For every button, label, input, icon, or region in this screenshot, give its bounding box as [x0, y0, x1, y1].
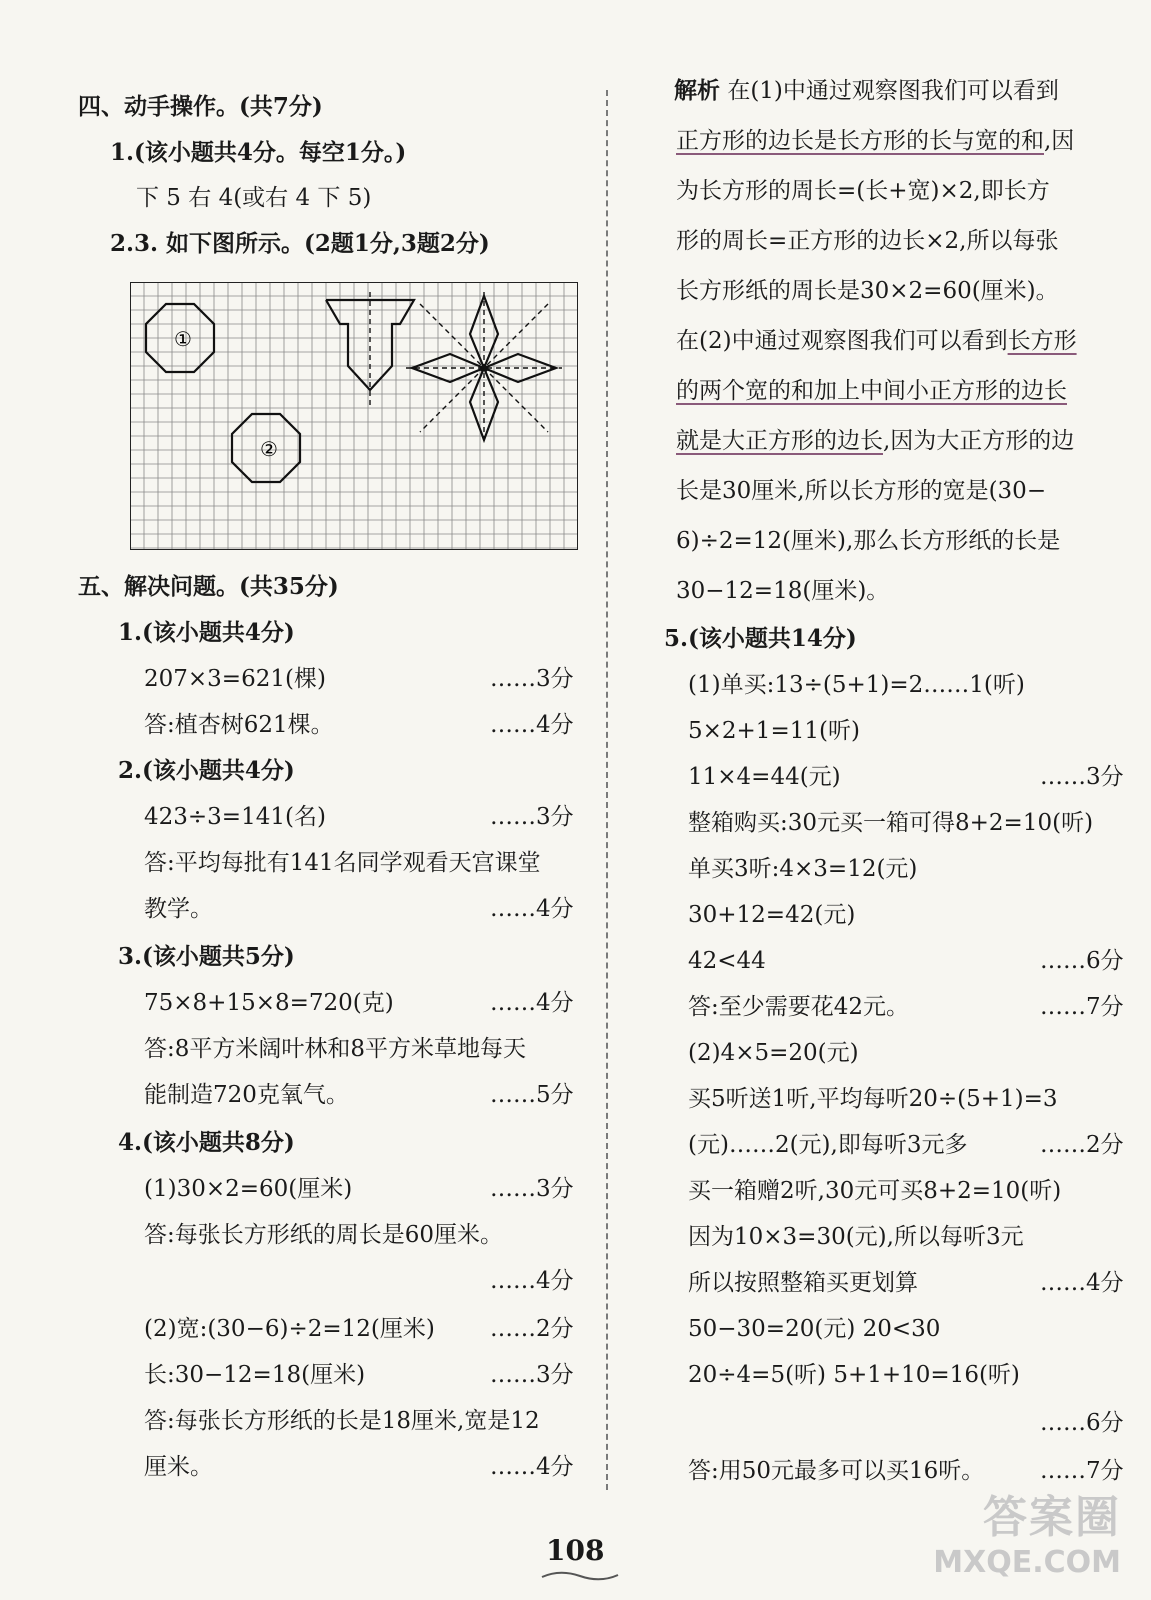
- analysis-underline-2: 长方形: [1007, 328, 1077, 354]
- p1-heading: 1.(该小题共4分): [118, 619, 295, 646]
- p4-line-4: 长:30−12=18(厘米): [144, 1362, 366, 1388]
- p4-line-3: (2)宽:(30−6)÷2=12(厘米): [144, 1316, 435, 1342]
- watermark: [933, 1481, 1121, 1580]
- p5-line-11: (元)……2(元),即每听3元多: [688, 1132, 968, 1158]
- column-divider: [606, 90, 608, 1490]
- analysis-line-1: [674, 76, 1059, 106]
- p4-score-3: ……2分: [490, 1316, 574, 1342]
- p4-line-2: 答:每张长方形纸的周长是60厘米。: [144, 1222, 504, 1248]
- p1-line-1: 207×3=621(棵): [144, 666, 326, 692]
- p5-line-16: 20÷4=5(听) 5+1+10=16(听): [688, 1362, 1020, 1388]
- p3-score-1: ……4分: [490, 990, 574, 1016]
- p2-line-2: 答:平均每批有141名同学观看天宫课堂: [144, 850, 541, 876]
- analysis-line-5: 长方形纸的周长是30×2=60(厘米)。: [676, 278, 1059, 304]
- p3-line-3: 能制造720克氧气。: [144, 1082, 349, 1108]
- analysis-underline-3: 的两个宽的和加上中间小正方形的边长: [676, 378, 1067, 404]
- analysis-line-9: 长是30厘米,所以长方形的宽是(30−: [676, 478, 1047, 504]
- p2-score-1: ……3分: [490, 804, 574, 830]
- p4-score-6: ……4分: [490, 1454, 574, 1480]
- p1-line-2: 答:植杏树621棵。: [144, 712, 334, 738]
- q23-heading: 2.3. 如下图所示。(2题1分,3题2分): [110, 230, 490, 257]
- p5-line-4: 整箱购买:30元买一箱可得8+2=10(听): [688, 810, 1094, 836]
- analysis-underline-4: 就是大正方形的边长: [676, 428, 883, 454]
- page-number-decoration: [540, 1568, 620, 1587]
- figure-label-1: ①: [174, 327, 192, 351]
- p5-score-7: ……6分: [1040, 948, 1124, 974]
- p5-line-1: (1)单买:13÷(5+1)=2……1(听): [688, 672, 1025, 698]
- watermark-url: MXQE.COM: [933, 1545, 1121, 1580]
- p2-line-1: 423÷3=141(名): [144, 804, 326, 830]
- analysis-line-7: [676, 376, 1067, 406]
- analysis-line-11: 30−12=18(厘米)。: [676, 578, 890, 604]
- p5-score-11: ……2分: [1040, 1132, 1124, 1158]
- p5-line-7: 42<44: [688, 948, 766, 974]
- p4-line-1: (1)30×2=60(厘米): [144, 1176, 353, 1202]
- analysis-text-8: ,因为大正方形的边: [883, 428, 1075, 454]
- page-number: 108: [546, 1534, 605, 1567]
- p1-score-1: ……3分: [490, 666, 574, 692]
- p4-score-2: ……4分: [490, 1268, 574, 1294]
- p5-line-13: 因为10×3=30(元),所以每听3元: [688, 1224, 1024, 1250]
- p5-line-10: 买5听送1听,平均每听20÷(5+1)=3: [688, 1086, 1058, 1112]
- p5-line-15: 50−30=20(元) 20<30: [688, 1316, 941, 1342]
- analysis-underline-1: 正方形的边长是长方形的长与宽的和: [676, 128, 1044, 154]
- p4-score-1: ……3分: [490, 1176, 574, 1202]
- section-5-title: 五、解决问题。(共35分): [78, 573, 339, 600]
- analysis-text-1: 在(1)中通过观察图我们可以看到: [727, 78, 1059, 104]
- p5-line-5: 单买3听:4×3=12(元): [688, 856, 918, 882]
- watermark-logo-text: 答案圈: [983, 1492, 1121, 1543]
- analysis-line-10: 6)÷2=12(厘米),那么长方形纸的长是: [676, 528, 1061, 554]
- p1-score-2: ……4分: [490, 712, 574, 738]
- p5-line-12: 买一箱赠2听,30元可买8+2=10(听): [688, 1178, 1062, 1204]
- p5-line-2: 5×2+1=11(听): [688, 718, 860, 744]
- p5-line-17: 答:用50元最多可以买16听。: [688, 1458, 985, 1484]
- p4-line-5: 答:每张长方形纸的长是18厘米,宽是12: [144, 1408, 540, 1434]
- p3-line-1: 75×8+15×8=720(克): [144, 990, 394, 1016]
- q1-heading: 1.(该小题共4分。每空1分。): [110, 139, 407, 166]
- p4-line-6: 厘米。: [144, 1454, 213, 1480]
- p3-score-3: ……5分: [490, 1082, 574, 1108]
- p5-line-3: 11×4=44(元): [688, 764, 841, 790]
- analysis-label: 解析: [674, 77, 720, 104]
- p5-heading: 5.(该小题共14分): [664, 625, 857, 652]
- p2-line-3: 教学。: [144, 896, 213, 922]
- analysis-line-3: 为长方形的周长=(长+宽)×2,即长方: [676, 178, 1050, 204]
- p2-heading: 2.(该小题共4分): [118, 757, 295, 784]
- p5-line-14: 所以按照整箱买更划算: [688, 1270, 918, 1296]
- p5-score-17: ……7分: [1040, 1458, 1124, 1484]
- p4-score-4: ……3分: [490, 1362, 574, 1388]
- p2-score-3: ……4分: [490, 896, 574, 922]
- p5-line-6: 30+12=42(元): [688, 902, 856, 928]
- p3-heading: 3.(该小题共5分): [118, 943, 295, 970]
- q1-answer: 下 5 右 4(或右 4 下 5): [136, 185, 372, 211]
- section-4-title: 四、动手操作。(共7分): [78, 93, 323, 120]
- analysis-text-2: ,因: [1044, 128, 1075, 154]
- p5-score-3: ……3分: [1040, 764, 1124, 790]
- analysis-line-6: [676, 326, 1077, 356]
- grid-figure: [130, 282, 578, 554]
- p5-line-9: (2)4×5=20(元): [688, 1040, 859, 1066]
- analysis-text-6: 在(2)中通过观察图我们可以看到: [676, 328, 1008, 354]
- analysis-line-8: [676, 426, 1074, 456]
- p5-score-8: ……7分: [1040, 994, 1124, 1020]
- analysis-line-2: [676, 126, 1074, 156]
- p5-score-14: ……4分: [1040, 1270, 1124, 1296]
- analysis-line-4: 形的周长=正方形的边长×2,所以每张: [676, 228, 1059, 254]
- p3-line-2: 答:8平方米阔叶林和8平方米草地每天: [144, 1036, 527, 1062]
- p4-heading: 4.(该小题共8分): [118, 1129, 295, 1156]
- p5-score-16: ……6分: [1040, 1410, 1124, 1436]
- figure-label-2: ②: [260, 437, 278, 461]
- p5-line-8: 答:至少需要花42元。: [688, 994, 910, 1020]
